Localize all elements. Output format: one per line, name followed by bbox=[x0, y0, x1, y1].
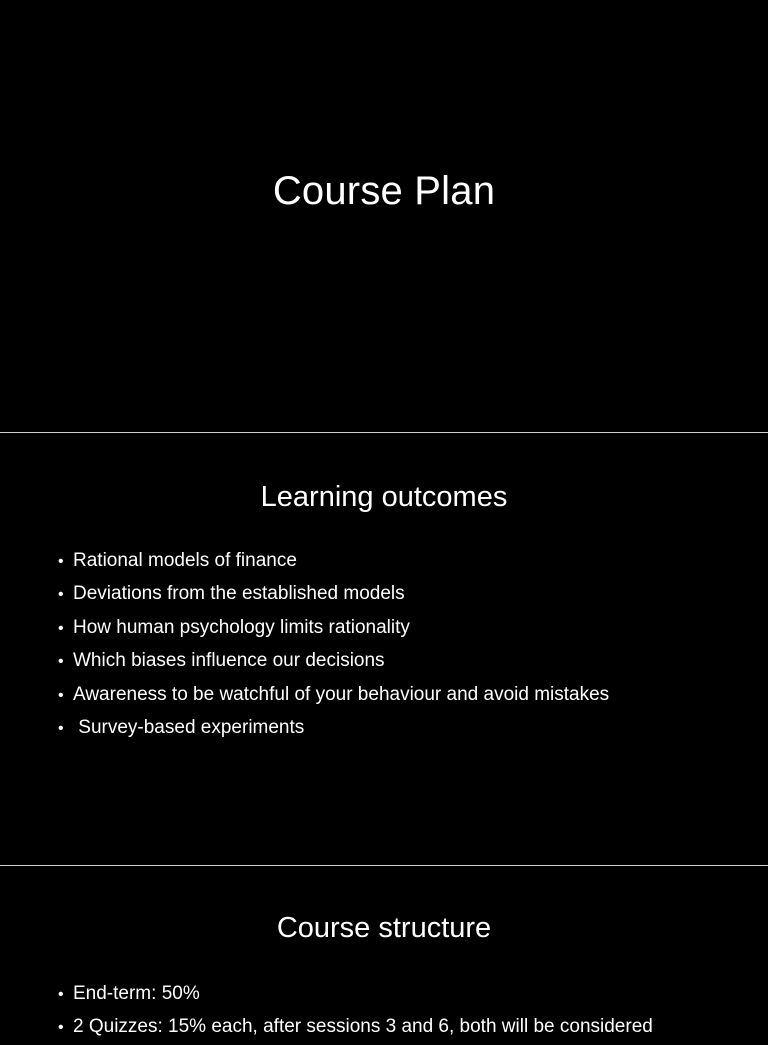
bullet-icon: • bbox=[58, 553, 64, 570]
list-item bbox=[58, 612, 748, 645]
bullet-icon: • bbox=[58, 686, 64, 704]
bullet-list bbox=[58, 545, 748, 745]
slide-learning-outcomes bbox=[0, 433, 768, 865]
list-item-text: Deviations from the established models bbox=[73, 583, 405, 605]
list-item-text: Survey-based experiments bbox=[73, 717, 305, 739]
bullet-list bbox=[58, 978, 748, 1045]
list-item-text: Which biases influence our decisions bbox=[73, 650, 385, 672]
slide-course-plan bbox=[0, 0, 768, 432]
list-item bbox=[58, 578, 748, 611]
list-item-text: Awareness to be watchful of your behaviour and avoid mistakes bbox=[73, 683, 610, 705]
bullet-icon: • bbox=[58, 619, 64, 637]
slide-title: Course Plan bbox=[272, 169, 496, 213]
list-item bbox=[58, 545, 748, 578]
list-item bbox=[58, 978, 748, 1011]
slide-heading: Course structure bbox=[276, 912, 492, 944]
list-item bbox=[58, 712, 748, 745]
list-item-text: How human psychology limits rationality bbox=[73, 616, 410, 638]
list-item bbox=[58, 1011, 748, 1044]
list-item-text: Rational models of finance bbox=[73, 550, 297, 571]
bullet-icon: • bbox=[58, 586, 64, 604]
list-item-text: 2 Quizzes: 15% each, after sessions 3 and 6, both will be considered bbox=[73, 1016, 653, 1038]
bullet-icon: • bbox=[58, 986, 64, 1003]
list-item bbox=[58, 645, 748, 678]
bullet-icon: • bbox=[58, 653, 64, 671]
bullet-icon: • bbox=[58, 720, 64, 738]
slide-heading: Learning outcomes bbox=[260, 481, 508, 513]
slide-course-structure bbox=[0, 866, 768, 1038]
list-item-text: End-term: 50% bbox=[73, 983, 200, 1004]
list-item bbox=[58, 679, 748, 712]
bullet-icon: • bbox=[58, 1019, 64, 1037]
